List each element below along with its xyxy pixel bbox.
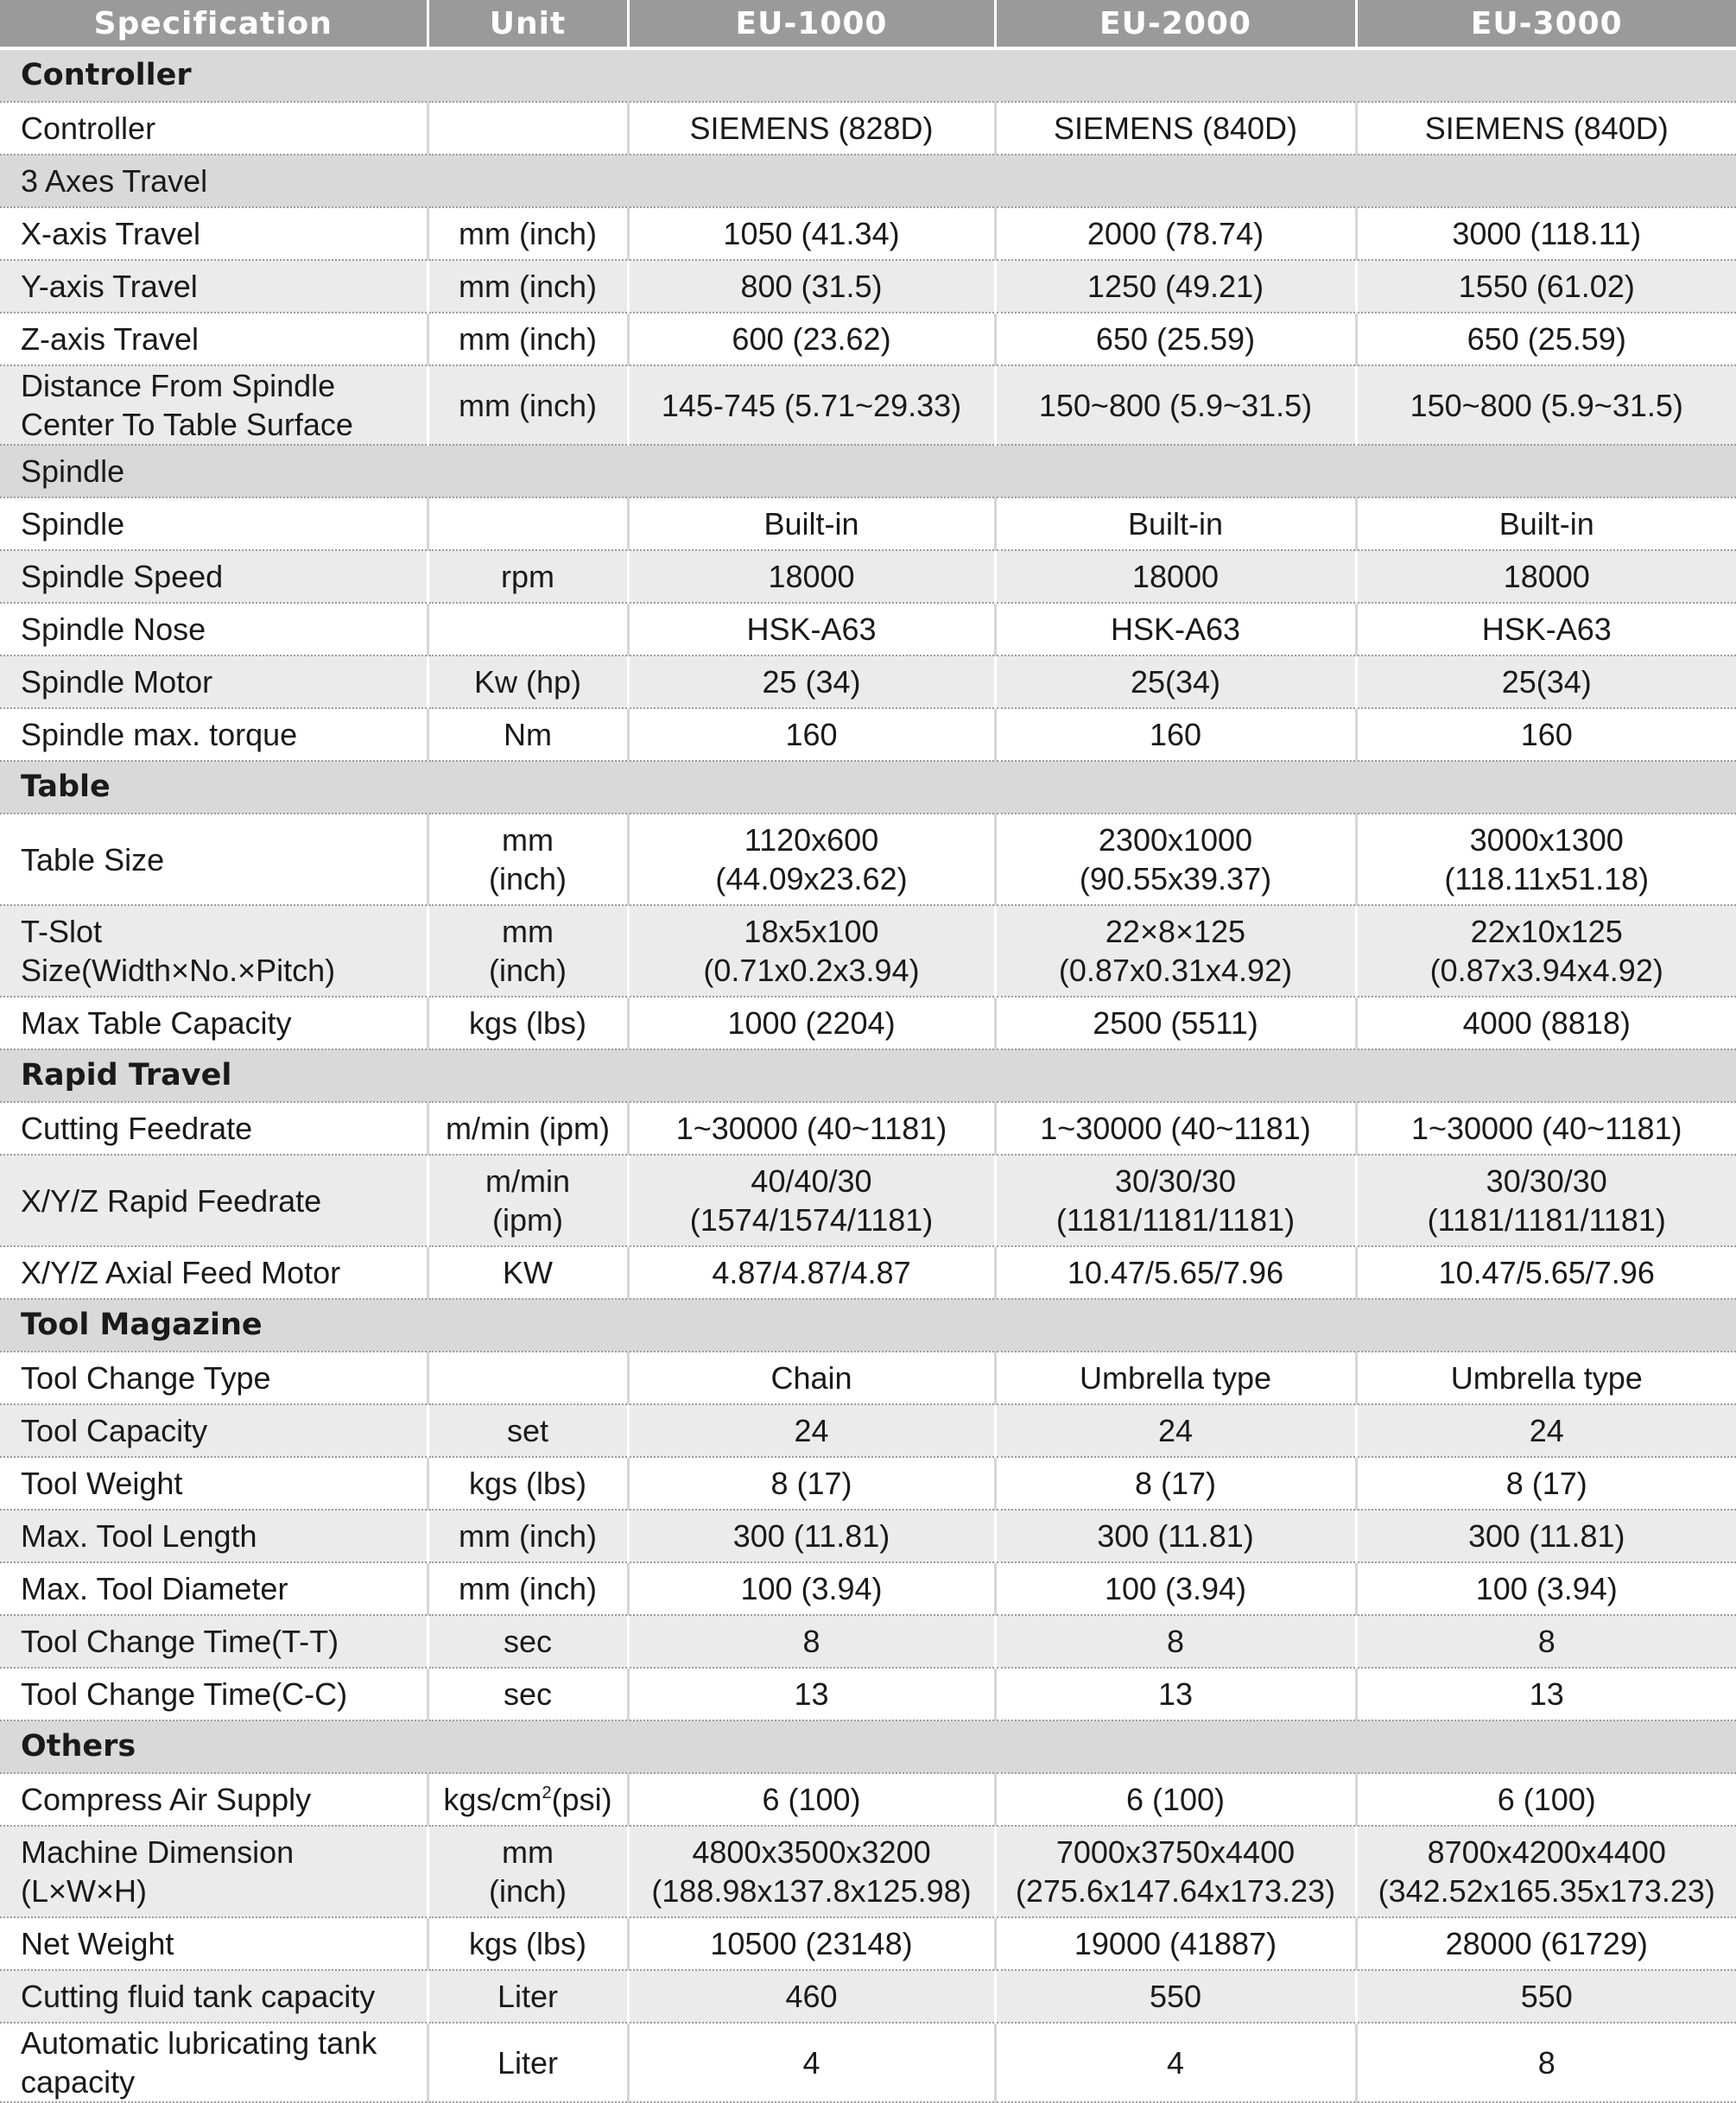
spec-label: Tool Weight	[0, 1457, 428, 1510]
unit-cell: mm (inch)	[428, 365, 628, 445]
unit-cell: kgs (lbs)	[428, 1917, 628, 1970]
spec-label: Table Size	[0, 814, 428, 905]
model-3-value: 30/30/30 (1181/1181/1181)	[1356, 1155, 1736, 1246]
model-2-value: 550	[995, 1970, 1356, 2023]
model-2-value: 30/30/30 (1181/1181/1181)	[995, 1155, 1356, 1246]
unit-cell	[428, 603, 628, 656]
model-1-value: 145-745 (5.71~29.33)	[628, 365, 995, 445]
model-3-value: 24	[1356, 1404, 1736, 1457]
model-3-value: 100 (3.94)	[1356, 1562, 1736, 1615]
model-2-value: 18000	[995, 550, 1356, 603]
model-2-value: 2500 (5511)	[995, 997, 1356, 1049]
model-1-value: Chain	[628, 1352, 995, 1404]
model-3-value: 8700x4200x4400 (342.52x165.35x173.23)	[1356, 1826, 1736, 1917]
header-model-2: EU-2000	[995, 0, 1356, 48]
section-row	[0, 1720, 1736, 1773]
model-3-value: 13	[1356, 1668, 1736, 1720]
unit-cell: KW	[428, 1246, 628, 1299]
spec-label: Compress Air Supply	[0, 1773, 428, 1826]
section-row	[0, 1299, 1736, 1352]
model-3-value: 650 (25.59)	[1356, 313, 1736, 365]
table-row	[0, 1773, 1736, 1826]
section-title: Others	[0, 1720, 1736, 1773]
unit-cell	[428, 1352, 628, 1404]
spec-label: Z-axis Travel	[0, 313, 428, 365]
unit-cell	[428, 497, 628, 550]
model-1-value: 4.87/4.87/4.87	[628, 1246, 995, 1299]
section-row	[0, 48, 1736, 102]
model-1-value: 8	[628, 1615, 995, 1668]
section-row	[0, 155, 1736, 207]
table-row	[0, 102, 1736, 155]
model-2-value: 1~30000 (40~1181)	[995, 1102, 1356, 1155]
model-3-value: Umbrella type	[1356, 1352, 1736, 1404]
model-1-value: Built-in	[628, 497, 995, 550]
model-2-value: 22×8×125 (0.87x0.31x4.92)	[995, 905, 1356, 997]
section-title: Tool Magazine	[0, 1299, 1736, 1352]
model-2-value: 100 (3.94)	[995, 1562, 1356, 1615]
model-3-value: 22x10x125 (0.87x3.94x4.92)	[1356, 905, 1736, 997]
spec-label: T-Slot Size(Width×No.×Pitch)	[0, 905, 428, 997]
table-row	[0, 708, 1736, 761]
table-row	[0, 814, 1736, 905]
model-1-value: 1000 (2204)	[628, 997, 995, 1049]
section-row	[0, 761, 1736, 814]
unit-cell: mm (inch)	[428, 1826, 628, 1917]
spec-label: Spindle Nose	[0, 603, 428, 656]
model-1-value: 1~30000 (40~1181)	[628, 1102, 995, 1155]
model-2-value: 19000 (41887)	[995, 1917, 1356, 1970]
unit-cell: m/min (ipm)	[428, 1102, 628, 1155]
model-3-value: 300 (11.81)	[1356, 1510, 1736, 1562]
header-model-3: EU-3000	[1356, 0, 1736, 48]
spec-label: Tool Change Time(T-T)	[0, 1615, 428, 1668]
model-2-value: 6 (100)	[995, 1773, 1356, 1826]
table-row	[0, 1510, 1736, 1562]
table-row	[0, 997, 1736, 1049]
table-row	[0, 365, 1736, 445]
model-3-value: 150~800 (5.9~31.5)	[1356, 365, 1736, 445]
spec-label: Distance From Spindle Center To Table Surface	[0, 365, 428, 445]
model-1-value: 25 (34)	[628, 656, 995, 708]
section-title: Table	[0, 761, 1736, 814]
table-row	[0, 260, 1736, 313]
model-2-value: 10.47/5.65/7.96	[995, 1246, 1356, 1299]
model-2-value: 7000x3750x4400 (275.6x147.64x173.23)	[995, 1826, 1356, 1917]
model-2-value: Built-in	[995, 497, 1356, 550]
model-1-value: 160	[628, 708, 995, 761]
model-3-value: 550	[1356, 1970, 1736, 2023]
model-1-value: 4800x3500x3200 (188.98x137.8x125.98)	[628, 1826, 995, 1917]
table-row	[0, 1457, 1736, 1510]
table-row	[0, 1917, 1736, 1970]
model-3-value: 25(34)	[1356, 656, 1736, 708]
model-3-value: 28000 (61729)	[1356, 1917, 1736, 1970]
model-2-value: Umbrella type	[995, 1352, 1356, 1404]
model-1-value: 18000	[628, 550, 995, 603]
model-1-value: 100 (3.94)	[628, 1562, 995, 1615]
model-1-value: 4	[628, 2023, 995, 2102]
unit-cell	[428, 102, 628, 155]
spec-label: Machine Dimension (L×W×H)	[0, 1826, 428, 1917]
unit-cell: kgs/$cm^2(psi)$	[428, 1773, 628, 1826]
table-row	[0, 497, 1736, 550]
unit-cell: Liter	[428, 2023, 628, 2102]
table-row	[0, 207, 1736, 260]
model-1-value: 1120x600 (44.09x23.62)	[628, 814, 995, 905]
spec-label: X/Y/Z Rapid Feedrate	[0, 1155, 428, 1246]
spec-label: X/Y/Z Axial Feed Motor	[0, 1246, 428, 1299]
table-row	[0, 1155, 1736, 1246]
model-3-value: SIEMENS (840D)	[1356, 102, 1736, 155]
table-row	[0, 1668, 1736, 1720]
spec-label: Automatic lubricating tank capacity	[0, 2023, 428, 2102]
spec-label: Spindle Motor	[0, 656, 428, 708]
table-row	[0, 1970, 1736, 2023]
model-2-value: SIEMENS (840D)	[995, 102, 1356, 155]
spec-label: Tool Change Type	[0, 1352, 428, 1404]
table-row	[0, 550, 1736, 603]
model-1-value: 24	[628, 1404, 995, 1457]
header-specification: Specification	[0, 0, 428, 48]
spec-label: Controller	[0, 102, 428, 155]
spec-label: Spindle	[0, 497, 428, 550]
unit-cell: kgs (lbs)	[428, 1457, 628, 1510]
model-1-value: 300 (11.81)	[628, 1510, 995, 1562]
unit-cell: kgs (lbs)	[428, 997, 628, 1049]
section-row	[0, 1049, 1736, 1102]
unit-cell: rpm	[428, 550, 628, 603]
unit-cell: mm (inch)	[428, 1510, 628, 1562]
model-2-value: 8 (17)	[995, 1457, 1356, 1510]
unit-cell: sec	[428, 1615, 628, 1668]
table-row	[0, 1562, 1736, 1615]
unit-cell: sec	[428, 1668, 628, 1720]
unit-cell: m/min (ipm)	[428, 1155, 628, 1246]
unit-cell: Kw (hp)	[428, 656, 628, 708]
model-3-value: 6 (100)	[1356, 1773, 1736, 1826]
spec-label: Cutting Feedrate	[0, 1102, 428, 1155]
spec-label: Spindle max. torque	[0, 708, 428, 761]
spec-label: Tool Capacity	[0, 1404, 428, 1457]
model-1-value: 460	[628, 1970, 995, 2023]
unit-cell: Nm	[428, 708, 628, 761]
model-2-value: 13	[995, 1668, 1356, 1720]
spec-label: Max Table Capacity	[0, 997, 428, 1049]
table-row	[0, 313, 1736, 365]
table-header	[0, 0, 1736, 48]
unit-cell: mm (inch)	[428, 905, 628, 997]
table-row	[0, 1615, 1736, 1668]
model-2-value: 24	[995, 1404, 1356, 1457]
spec-label: Max. Tool Diameter	[0, 1562, 428, 1615]
model-2-value: 25(34)	[995, 656, 1356, 708]
unit-cell: mm (inch)	[428, 260, 628, 313]
model-3-value: 8	[1356, 2023, 1736, 2102]
table-row	[0, 1352, 1736, 1404]
header-unit: Unit	[428, 0, 628, 48]
table-row	[0, 1826, 1736, 1917]
unit-cell: mm (inch)	[428, 814, 628, 905]
spec-label: Net Weight	[0, 1917, 428, 1970]
model-2-value: 1250 (49.21)	[995, 260, 1356, 313]
spec-label: Y-axis Travel	[0, 260, 428, 313]
model-2-value: HSK-A63	[995, 603, 1356, 656]
model-1-value: HSK-A63	[628, 603, 995, 656]
unit-cell: set	[428, 1404, 628, 1457]
model-3-value: 4000 (8818)	[1356, 997, 1736, 1049]
table-row	[0, 1404, 1736, 1457]
spec-label: Cutting fluid tank capacity	[0, 1970, 428, 2023]
model-3-value: 1550 (61.02)	[1356, 260, 1736, 313]
model-1-value: SIEMENS (828D)	[628, 102, 995, 155]
section-title: Controller	[0, 48, 1736, 102]
model-3-value: Built-in	[1356, 497, 1736, 550]
unit-cell: mm (inch)	[428, 1562, 628, 1615]
model-3-value: HSK-A63	[1356, 603, 1736, 656]
table-row	[0, 1102, 1736, 1155]
model-1-value: 600 (23.62)	[628, 313, 995, 365]
unit-cell: mm (inch)	[428, 207, 628, 260]
model-3-value: 8	[1356, 1615, 1736, 1668]
table-body	[0, 48, 1736, 2102]
spec-label: Tool Change Time(C-C)	[0, 1668, 428, 1720]
spec-label: Spindle Speed	[0, 550, 428, 603]
model-2-value: 300 (11.81)	[995, 1510, 1356, 1562]
table-row	[0, 1246, 1736, 1299]
model-3-value: 160	[1356, 708, 1736, 761]
header-model-1: EU-1000	[628, 0, 995, 48]
section-title: Rapid Travel	[0, 1049, 1736, 1102]
model-2-value: 2300x1000 (90.55x39.37)	[995, 814, 1356, 905]
spec-label: Max. Tool Length	[0, 1510, 428, 1562]
unit-cell: mm (inch)	[428, 313, 628, 365]
model-3-value: 3000x1300 (118.11x51.18)	[1356, 814, 1736, 905]
table-row	[0, 603, 1736, 656]
table-row	[0, 905, 1736, 997]
model-2-value: 4	[995, 2023, 1356, 2102]
model-3-value: 1~30000 (40~1181)	[1356, 1102, 1736, 1155]
section-title: Spindle	[0, 445, 1736, 497]
spec-label: X-axis Travel	[0, 207, 428, 260]
model-2-value: 160	[995, 708, 1356, 761]
section-title: 3 Axes Travel	[0, 155, 1736, 207]
table-row	[0, 656, 1736, 708]
unit-cell: Liter	[428, 1970, 628, 2023]
model-1-value: 18x5x100 (0.71x0.2x3.94)	[628, 905, 995, 997]
model-3-value: 8 (17)	[1356, 1457, 1736, 1510]
model-1-value: 10500 (23148)	[628, 1917, 995, 1970]
model-1-value: 13	[628, 1668, 995, 1720]
model-1-value: 40/40/30 (1574/1574/1181)	[628, 1155, 995, 1246]
model-1-value: 6 (100)	[628, 1773, 995, 1826]
model-3-value: 3000 (118.11)	[1356, 207, 1736, 260]
model-1-value: 8 (17)	[628, 1457, 995, 1510]
model-3-value: 10.47/5.65/7.96	[1356, 1246, 1736, 1299]
table-row	[0, 2023, 1736, 2102]
model-2-value: 150~800 (5.9~31.5)	[995, 365, 1356, 445]
model-1-value: 800 (31.5)	[628, 260, 995, 313]
section-row	[0, 445, 1736, 497]
model-2-value: 2000 (78.74)	[995, 207, 1356, 260]
header-row	[0, 0, 1736, 48]
model-1-value: 1050 (41.34)	[628, 207, 995, 260]
model-2-value: 650 (25.59)	[995, 313, 1356, 365]
model-3-value: 18000	[1356, 550, 1736, 603]
model-2-value: 8	[995, 1615, 1356, 1668]
